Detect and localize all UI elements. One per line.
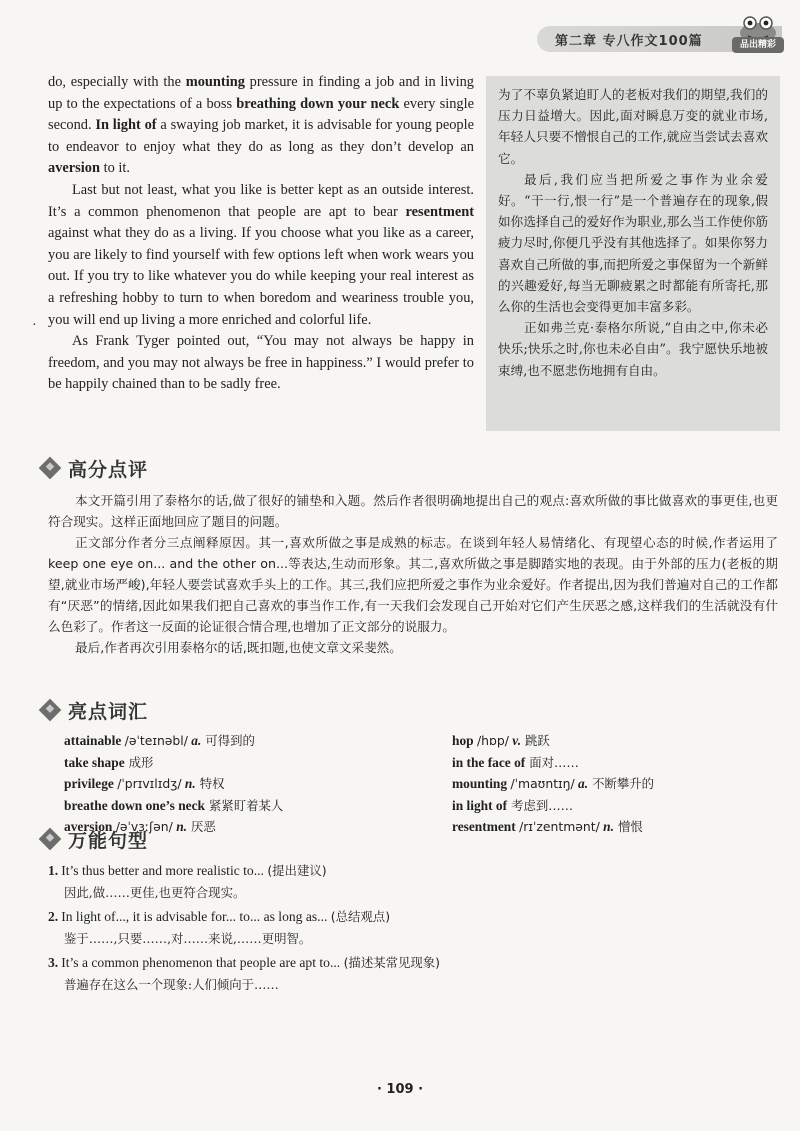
- vocab-word: breathe down one’s neck: [64, 797, 205, 813]
- vocab-list-left: [64, 730, 283, 838]
- series-logo: [728, 13, 788, 57]
- essay-text-run: Last but not least, what you like is better kept as an outside interest. It’s a common phenomenon that people are apt to bear: [48, 181, 474, 220]
- translation-paragraph-2: 最后,我们应当把所爱之事作为业余爱好。“干一行,恨一行”是一个普遍存在的现象,假如你选择自己的爱好作为职业,那么当工作使你筋疲力尽时,你便几乎没有其他选择了。如果你努力喜欢自己所做的事,而把所爱之事保留为一个新鲜的兴趣爱好,每当无聊疲累之时都能有所寄托,那么你的生活也会变得更加丰富多彩。: [498, 171, 768, 315]
- essay-text-run: As Frank Tyger pointed out, “You may not always be happy in freedom, and you may not always be free in happiness.” I would prefer to be happily chained than to be sadly free.: [48, 333, 474, 393]
- vocab-item: [452, 773, 654, 795]
- vocab-item: [452, 816, 654, 838]
- diamond-bullet-icon: [39, 457, 62, 480]
- vocab-word: in light of: [452, 797, 508, 813]
- sentence-pattern-english: [48, 860, 748, 882]
- vocab-meaning: 特权: [199, 776, 225, 792]
- vocab-phonetic: /ˈmaʊntɪŋ/: [510, 776, 575, 792]
- vocab-pos: a.: [578, 776, 589, 792]
- vocab-item: [452, 795, 654, 817]
- vocab-meaning: 紧紧盯着某人: [208, 797, 284, 813]
- vocab-pos: n.: [603, 819, 614, 835]
- item-number: 2.: [48, 909, 59, 924]
- vocab-meaning: 考虑到……: [511, 797, 574, 813]
- section-heading-vocab: [36, 697, 148, 723]
- essay-text-run: against what they do as a living. If you choose what you like as a career, you are likely to find yourself with few options left when work wears you out. If you try to like whatever you do while keeping your real interest as a refreshing hobby to turn to when boredom and weariness trouble you, you will end up living a more enriched and colorful life.: [48, 225, 474, 328]
- highlight-term: mounting: [185, 74, 245, 90]
- vocab-phonetic: /əˈteɪnəbl/: [124, 733, 188, 748]
- comment-paragraph-2: 正文部分作者分三点阐释原因。其一,喜欢所做之事是成熟的标志。在谈到年轻人易情绪化、有现望心态的时候,作者运用了 keep one eye on... and the other on...等表达,生动而形象。其二,喜欢所做之事是脚踏实地的表现。由于外部的压力(老板的期望,就业市场严峻),年轻人要尝试喜欢手头上的工作。其三,我们应把所爱之事作为业余爱好。作者提出,因为我们普遍对自己的工作都有“厌恶”的情绪,因此如果我们把自己喜欢的事当作工作,有一天我们会发现自己开始对它们产生厌恶之感,这样我们的生活就没有什么色彩了。作者这一反面的论证很合情合理,也增加了正文部分的说服力。: [48, 535, 778, 634]
- vocab-meaning: 憎恨: [617, 819, 643, 835]
- vocab-word: resentment: [452, 819, 516, 835]
- pattern-tag: (总结观点): [330, 909, 391, 924]
- essay-text-run: do, especially with the: [48, 74, 186, 90]
- essay-paragraph-2: [48, 180, 474, 331]
- vocab-meaning: 成形: [128, 754, 154, 770]
- vocab-list-right: [452, 730, 654, 838]
- vocab-pos: n.: [176, 819, 187, 835]
- vocab-item: [64, 730, 283, 752]
- logo-badge: 品出精彩: [732, 37, 784, 53]
- translation-paragraph-3: 正如弗兰克·泰格尔所说,“自由之中,你未必快乐;快乐之时,你也未必自由”。我宁愿快乐地被束缚,也不愿悲伤地拥有自由。: [498, 320, 768, 378]
- section-title: 万能句型: [68, 829, 149, 852]
- vocab-word: mounting: [452, 776, 508, 792]
- translation-paragraph-1: 为了不辜负紧迫盯人的老板对我们的期望,我们的压力日益增大。因此,面对瞬息万变的就业市场,年轻人只要不憎恨自己的工作,就应当尝试去喜欢它。: [498, 87, 768, 166]
- comment-text: [48, 490, 778, 658]
- chapter-title: 第二章 专八作文100篇: [555, 34, 703, 49]
- vocab-phonetic: /əˈvɜːʃən/: [115, 819, 173, 835]
- vocab-meaning: 不断攀升的: [592, 776, 655, 792]
- highlight-term: breathing down your neck: [236, 95, 400, 112]
- section-heading-sentences: [36, 826, 148, 852]
- highlight-term: In light of: [95, 117, 157, 134]
- vocab-word: hop: [452, 733, 474, 748]
- vocab-item: [64, 773, 283, 795]
- page-number: · 109 ·: [376, 1082, 424, 1097]
- item-number: 1.: [48, 863, 59, 878]
- highlight-term: aversion: [48, 160, 100, 177]
- pattern-tag: (描述某常见现象): [343, 955, 440, 970]
- sentence-pattern-chinese: 鉴于……,只要……,对……来说,……更明智。: [64, 931, 312, 946]
- vocab-word: privilege: [64, 776, 114, 792]
- vocab-pos: n.: [184, 776, 196, 792]
- translation-box: [486, 76, 780, 431]
- vocab-item: [64, 795, 283, 817]
- highlight-term: resentment: [405, 203, 474, 220]
- vocab-phonetic: /ˈprɪvɪlɪdʒ/: [117, 776, 182, 792]
- vocab-item: [452, 730, 654, 752]
- vocab-word: take shape: [64, 754, 125, 770]
- vocab-phonetic: /rɪˈzentmənt/: [519, 819, 600, 835]
- essay-paragraph-3: [48, 331, 474, 396]
- item-number: 3.: [48, 955, 59, 970]
- sentence-pattern-english: [48, 952, 748, 974]
- sentence-patterns: [48, 860, 748, 998]
- pattern-text: In light of..., it is advisable for... to... as long as...: [61, 909, 328, 924]
- essay-text: [48, 72, 474, 396]
- vocab-pos: a.: [191, 733, 202, 748]
- sentence-pattern-english: [48, 906, 748, 928]
- vocab-meaning: 面对……: [529, 754, 579, 770]
- diamond-bullet-icon: [39, 828, 62, 851]
- comment-paragraph-3: 最后,作者再次引用泰格尔的话,既扣题,也使文章文采斐然。: [75, 640, 402, 655]
- vocab-meaning: 厌恶: [191, 819, 216, 835]
- essay-text-run: to it.: [99, 160, 130, 177]
- vocab-meaning: 可得到的: [205, 733, 255, 748]
- section-heading-comment: [36, 455, 148, 481]
- vocab-word: in the face of: [452, 754, 526, 770]
- essay-text-run: every single second.: [48, 95, 474, 134]
- vocab-word: attainable: [64, 733, 122, 748]
- essay-paragraph-1: [48, 72, 474, 180]
- sentence-pattern-item: [48, 952, 748, 996]
- sentence-pattern-item: [48, 906, 748, 950]
- section-title: 亮点词汇: [68, 700, 149, 723]
- sentence-pattern-chinese: 因此,做……更佳,也更符合现实。: [64, 885, 246, 900]
- vocab-item: [64, 752, 283, 774]
- essay-text-run: pressure in finding a job and in living up to the expectations of a boss: [48, 74, 474, 112]
- pattern-text: It’s a common phenomenon that people are apt to...: [61, 955, 341, 970]
- pattern-text: It’s thus better and more realistic to...: [61, 863, 264, 878]
- section-title: 高分点评: [68, 458, 149, 481]
- margin-dot: ·: [32, 318, 37, 333]
- vocab-item: [452, 752, 654, 774]
- vocab-pos: v.: [512, 733, 522, 748]
- comment-paragraph-1: 本文开篇引用了泰格尔的话,做了很好的铺垫和入题。然后作者很明确地提出自己的观点:喜欢所做的事比做喜欢的事更佳,也更符合现实。这样正面地回应了题目的问题。: [48, 493, 778, 529]
- pattern-tag: (提出建议): [267, 863, 327, 878]
- vocab-word: aversion: [64, 819, 113, 835]
- vocab-phonetic: /hɒp/: [476, 733, 509, 748]
- vocab-meaning: 跳跃: [525, 733, 550, 748]
- essay-text-run: a swaying job market, it is advisable for young people to endeavor to enjoy what they do as long as they don’t develop an: [48, 117, 475, 155]
- sentence-pattern-chinese: 普遍存在这么一个现象:人们倾向于……: [64, 977, 279, 992]
- diamond-bullet-icon: [39, 699, 62, 722]
- sentence-pattern-item: [48, 860, 748, 904]
